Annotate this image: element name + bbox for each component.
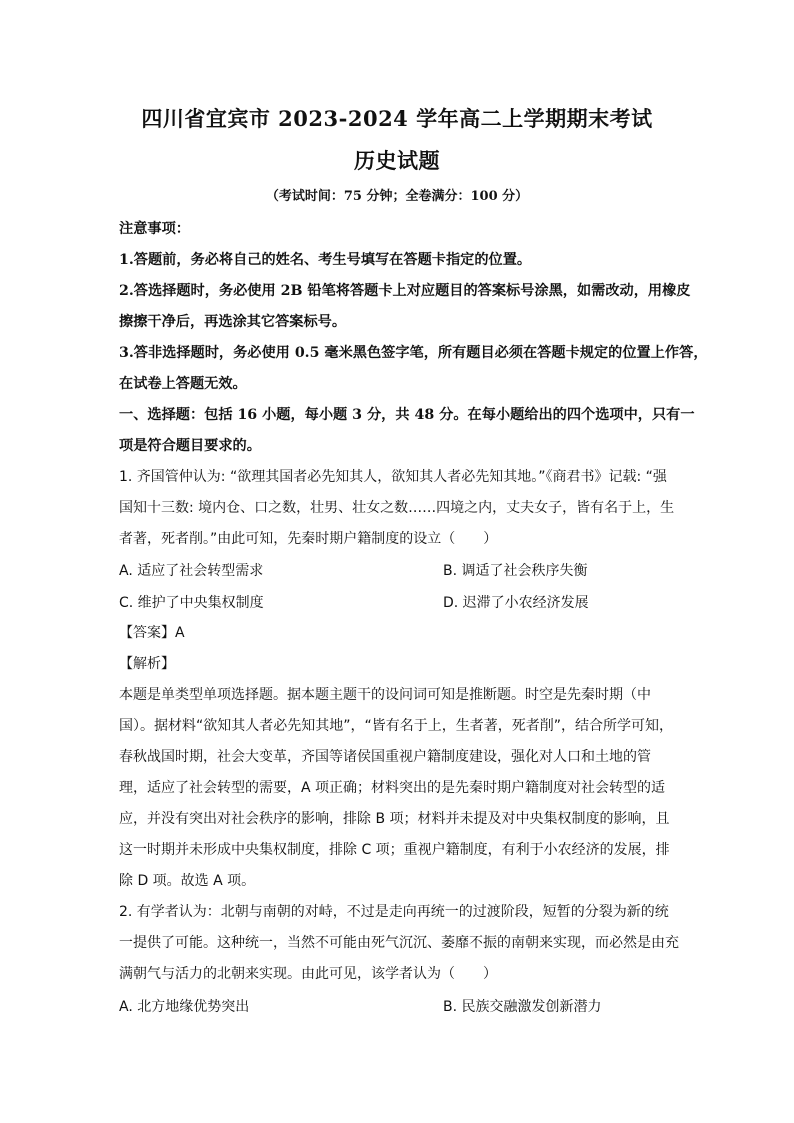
question-1-option-d: D. 迟滞了小农经济发展 — [443, 595, 589, 611]
question-1-option-b: B. 调适了社会秩序失衡 — [443, 563, 588, 579]
question-2-option-a: A. 北方地缘优势突出 — [119, 999, 250, 1015]
question-1-analysis-heading: 【解析】 — [119, 656, 175, 672]
question-1-stem: 1. 齐国管仲认为: “欲理其国者必先知其人，欲知其人者必先知其地。”《商君书》记载: “强 — [119, 469, 667, 485]
question-1-analysis: 应，并没有突出对社会秩序的影响，排除 B 项；材料并未提及对中央集权制度的影响，且 — [119, 811, 670, 827]
question-1-analysis: 本题是单类型单项选择题。据本题主题干的设问词可知是推断题。时空是先秦时期（中 — [119, 687, 651, 703]
question-1-analysis: 这一时期并未形成中央集权制度，排除 C 项；重视户籍制度，有利于小农经济的发展，排 — [119, 842, 670, 858]
question-1-answer: 【答案】A — [119, 625, 185, 641]
notice-item: 擦擦干净后，再选涂其它答案标号。 — [119, 314, 347, 330]
notice-item: 3.答非选择题时，务必使用 0.5 毫米黑色签字笔，所有题目必须在答题卡规定的位置上作答， — [119, 345, 708, 361]
question-1-stem: 国知十三数: 境内仓、口之数，壮男、壮女之数……四境之内，丈夫女子，皆有名于上，生 — [119, 500, 675, 516]
question-1-option-c: C. 维护了中央集权制度 — [119, 595, 264, 611]
notice-item: 在试卷上答题无效。 — [119, 376, 247, 392]
question-1-stem: 者著，死者削。”由此可知，先秦时期户籍制度的设立（ ） — [119, 531, 498, 547]
question-1-analysis: 春秋战国时期，社会大变革，齐国等诸侯国重视户籍制度建设，强化对人口和土地的管 — [119, 749, 651, 765]
exam-title: 四川省宜宾市 2023-2024 学年高二上学期期末考试 — [141, 106, 653, 131]
question-2-option-b: B. 民族交融激发创新潜力 — [443, 999, 602, 1015]
notice-heading: 注意事项： — [119, 221, 190, 237]
question-1-option-a: A. 适应了社会转型需求 — [119, 563, 264, 579]
question-1-analysis: 国）。据材料“欲知其人者必先知其地”，“皆有名于上，生者著，死者削”，结合所学可知， — [119, 718, 674, 734]
notice-item: 2.答选择题时，务必使用 2B 铅笔将答题卡上对应题目的答案标号涂黑，如需改动，用橡皮 — [119, 283, 691, 299]
question-2-stem: 一提供了可能。这种统一，当然不可能由死气沉沉、萎靡不振的南朝来实现，而必然是由充 — [119, 935, 679, 951]
exam-info: （考试时间：75 分钟；全卷满分：100 分） — [265, 189, 529, 204]
notice-item: 1.答题前，务必将自己的姓名、考生号填写在答题卡指定的位置。 — [119, 252, 532, 268]
question-2-stem: 满朝气与活力的北朝来实现。由此可见，该学者认为（ ） — [119, 966, 497, 982]
question-2-stem: 2. 有学者认为：北朝与南朝的对峙，不过是走向再统一的过渡阶段，短暂的分裂为新的统 — [119, 904, 669, 920]
question-1-analysis: 理，适应了社会转型的需要，A 项正确；材料突出的是先秦时期户籍制度对社会转型的适 — [119, 780, 666, 796]
section-heading: 项是符合题目要求的。 — [119, 438, 261, 454]
section-heading: 一、选择题：包括 16 小题，每小题 3 分，共 48 分。在每小题给出的四个选项中，只有一 — [119, 407, 695, 423]
question-1-analysis: 除 D 项。故选 A 项。 — [119, 873, 256, 889]
exam-subtitle: 历史试题 — [354, 148, 440, 173]
